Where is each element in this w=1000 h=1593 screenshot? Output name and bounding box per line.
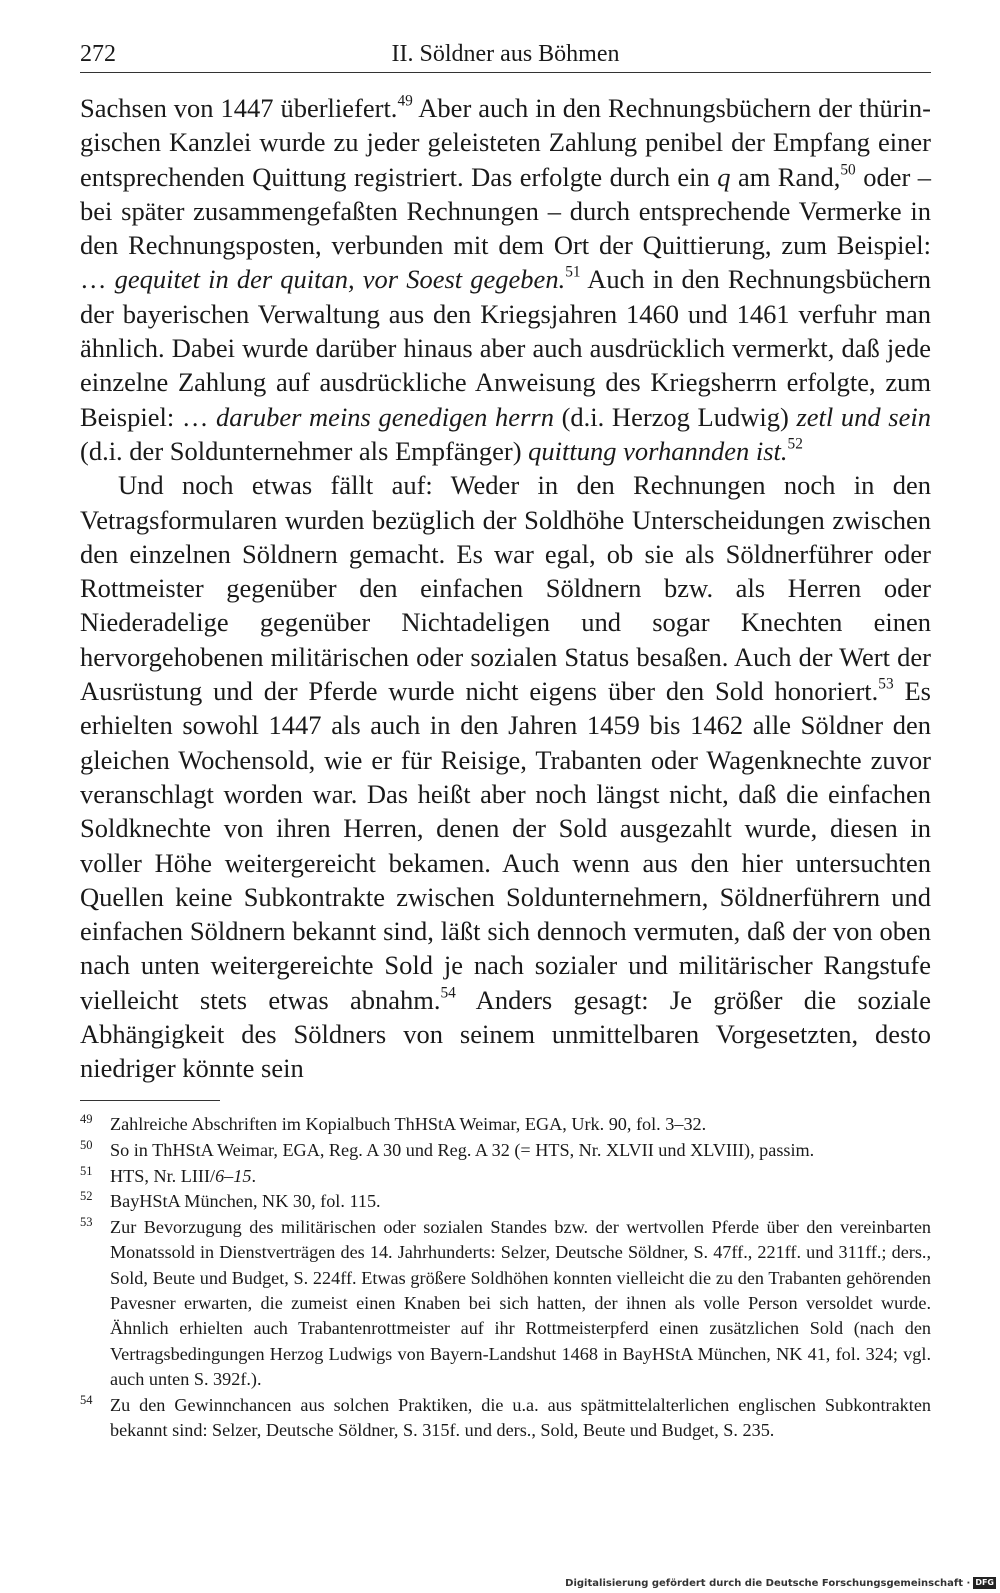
text-span: am Rand, (730, 161, 841, 192)
footnote-ref-54[interactable]: 54 (440, 984, 456, 1002)
footnote-number: 49 (80, 1112, 93, 1126)
footnote-49 (80, 1112, 931, 1137)
italic-quote: gequitet in der quitan, vor Soest gegeben. (114, 264, 566, 295)
footnote-number: 52 (80, 1189, 93, 1204)
footnote-italic: 6–15 (215, 1165, 252, 1186)
page-number: 272 (80, 41, 116, 67)
footnotes (80, 1112, 931, 1444)
text-span: Es erhielten sowohl 1447 als auch in den Jahren 1459 bis 1462 alle Söldner den gleichen Wochensold, wie er für Reisige, Trabanten oder Wagenknechte zuvor veranschlagt worden war. Das heißt aber noch längst nicht, daß die einfachen Soldknechte von ihren Herren, denen der Sold ausgezahlt wurde, diesen in voller Höhe weitergereicht bekamen. Auch wenn aus den hier untersuchten Quellen keine Subkontrakte zwischen Soldunternehmern, Söldnerführern und einfachen Söldnern bekannt sind, läßt sich dennoch vermuten, daß der von oben nach unten weitergereichte Sold je nach sozialer und militärischer Rangstufe vielleicht stets etwas abnahm. (80, 676, 931, 1015)
text-span: Aber auch in den Rechnungsbüchern der thüringischen Kanzlei wurde zu jeder geleisteten Zahlung penibel der Empfang einer entsprechenden Quittung registriert. Das erfolgte durch ein (80, 93, 931, 192)
italic-quote: daruber meins genedigen herrn (216, 401, 554, 432)
footnote-number: 53 (80, 1215, 93, 1230)
paragraph-1 (80, 91, 931, 468)
italic-quote: quittung vorhannden ist. (528, 435, 788, 466)
footnote-54 (80, 1393, 931, 1444)
footnote-ref-52[interactable]: 52 (787, 435, 803, 453)
footnote-text: HTS, Nr. LIII/ (110, 1165, 216, 1186)
text-span: (d.i. der Soldunternehmer als Empfänger) (80, 435, 529, 466)
footnote-text: Zu den Gewinnchancen aus solchen Praktiken, die u.a. aus spätmittelalterlichen englischen Subkontrakten bekannt sind: Selzer, Deutsche Söldner, S. 315f. und ders., Sold, Beute und Budget, S. 235. (110, 1394, 931, 1441)
footnote-text-end: . (251, 1165, 256, 1186)
footnote-number: 54 (80, 1392, 93, 1407)
footnote-ref-49[interactable]: 49 (397, 92, 413, 110)
running-head: II. Söldner aus Böhmen (391, 41, 620, 67)
page-header (80, 40, 931, 73)
footnote-ref-53[interactable]: 53 (878, 675, 894, 693)
dfg-logo-icon: DFG (975, 1578, 994, 1587)
footnote-text: BayHStA München, NK 30, fol. 115. (110, 1191, 381, 1212)
footnote-ref-50[interactable]: 50 (840, 161, 856, 179)
text-span: Sachsen von 1447 überliefert. (80, 93, 398, 123)
paragraph-2 (80, 468, 931, 1085)
footnote-text: So in ThHStA Weimar, EGA, Reg. A 30 und Reg. A 32 (= HTS, Nr. XLVII und XLVIII), passim. (110, 1139, 815, 1160)
footnote-51 (80, 1164, 931, 1189)
footnote-50 (80, 1138, 931, 1163)
italic-quote: zetl und sein (796, 401, 931, 432)
footnote-number: 50 (80, 1137, 93, 1152)
footnote-text: Zur Bevorzugung des militärischen oder sozialen Standes bzw. der wertvollen Pferde über den vereinbarten Monatssold in Dienstverträgen des 14. Jahrhunderts: Selzer, Deutsche Söldner, S. 47ff., 221ff. und 311ff.; ders., Sold, Beute und Budget, S. 224ff. Etwas größere Soldhöhen konnten vielleicht die zu den Trabanten gehörenden Pavesner erwarten, die zumeist einen Knaben bei sich hatten, der ihnen als volle Person versoldet wurde. Ähnlich erhielten auch Trabantenrottmeister auf ihr Rottmeisterpferd einen zusätzlichen Sold (nach den Vertragsbedingungen Herzog Ludwigs von Bayern-Landshut 1468 in BayHStA München, NK 41, fol. 324; vgl. auch unten S. 392f.). (110, 1217, 931, 1389)
footnote-divider (80, 1100, 220, 1101)
footnote-53 (80, 1215, 931, 1392)
credit-text: Digitalisierung gefördert durch die Deutsche Forschungsgemeinschaft · (565, 1578, 971, 1589)
footnote-number: 51 (80, 1163, 93, 1178)
italic-span: q (717, 161, 731, 192)
main-text (80, 91, 931, 1086)
text-span: Und noch etwas fällt auf: Weder in den Rechnungen noch in den Vetragsformularen wurden bezüglich der Soldhöhe Unterscheidungen zwischen den einzelnen Söldnern gemacht. Es war egal, ob sie als Söldnerführer oder Rottmeister gegenüber den einfachen Söldnern bzw. als Herren oder Niederadelige gegenüber Nichtadeligen und sogar Knechten einen hervorgehobenen militärischen oder sozialen Status besaßen. Auch der Wert der Ausrüstung und der Pferde wurde nicht eigens über den Sold honoriert. (80, 470, 931, 707)
footnote-ref-51[interactable]: 51 (565, 263, 581, 281)
text-span: (d.i. Herzog Ludwig) (553, 401, 797, 432)
text-span: Anders gesagt: Je größer die soziale Abhängigkeit des Söldners von seinem unmittelbaren Vorgesetzten, desto niedriger könnte sein (80, 984, 931, 1084)
digitization-credit (565, 1577, 996, 1590)
footnote-52 (80, 1189, 931, 1214)
text-span: Auch in den Rechnungsbüchern der bayerischen Verwaltung aus den Kriegsjahren 1460 und 1461 verfuhr man ähnlich. Dabei wurde darüber hinaus aber auch ausdrücklich vermerkt, daß jede einzelne Zahlung auf ausdrückliche Anweisung des Kriegsherrn erfolgte, zum Beispiel: … (80, 264, 931, 432)
footnote-text: Zahlreiche Abschriften im Kopialbuch ThHStA Weimar, EGA, Urk. 90, fol. 3–32. (110, 1114, 707, 1134)
text-span: oder – bei später zusammengefaßten Rechnungen – durch entsprechende Vermerke in den Rechnungsposten, verbunden mit dem Ort der Quittierung, zum Beispiel: … (80, 161, 932, 295)
